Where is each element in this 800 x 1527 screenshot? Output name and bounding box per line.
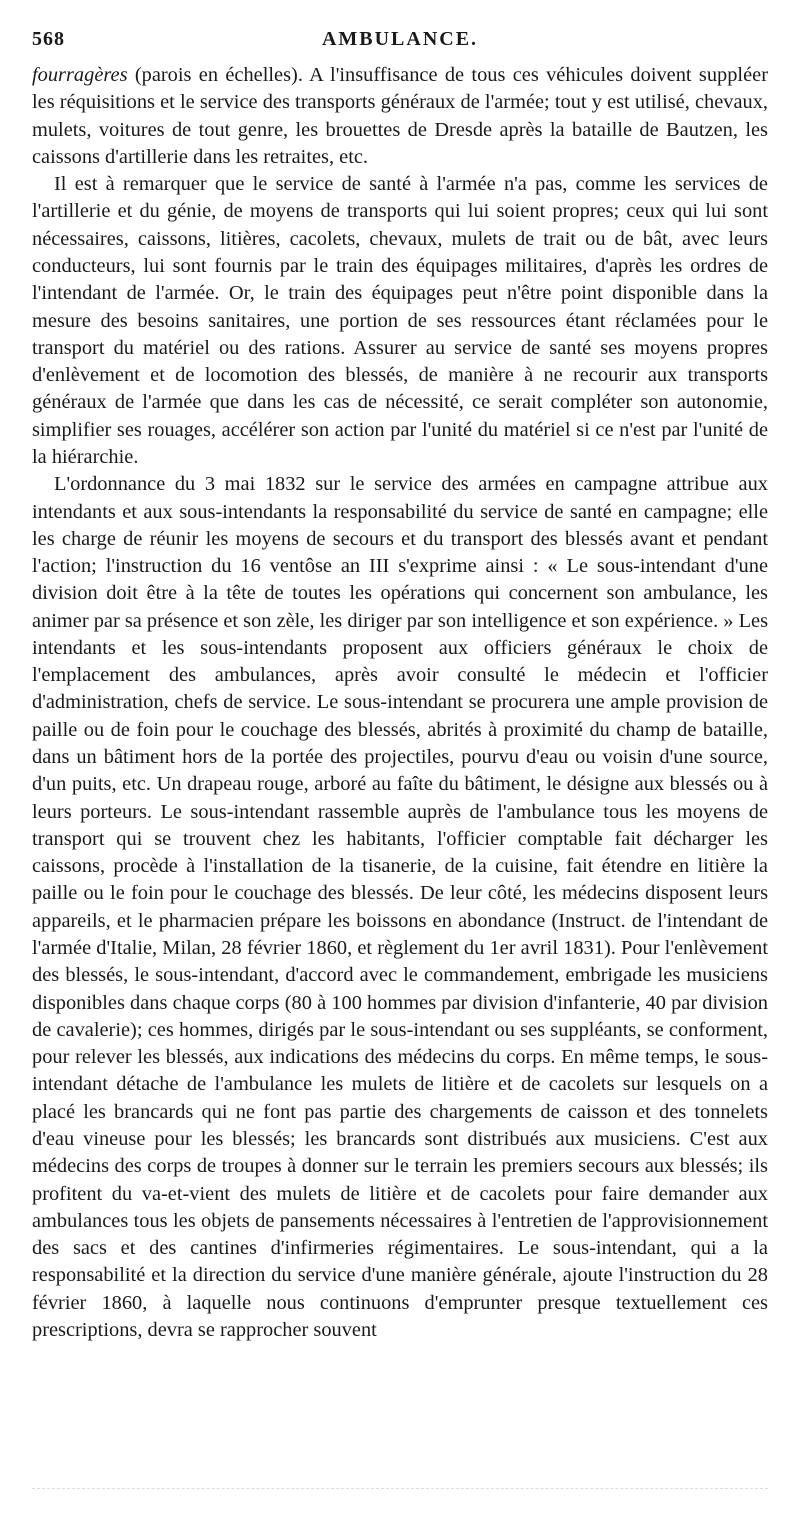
page-number: 568 xyxy=(32,28,65,50)
book-page xyxy=(32,28,768,1344)
page-header xyxy=(32,28,768,62)
paragraph-ordonnance-1832: L'ordonnance du 3 mai 1832 sur le service des armées en campagne attribue aux intendants et aux sous-intendants la responsabilité du service de santé en campagne; elle les charge de réunir les moyens de secours et du transport des blessés avant et pendant l'action; l'instruction du 16 ventôse an III s'exprime ainsi : « Le sous-intendant d'une division doit être à la tête de toutes les opérations qui concernent son ambulance, les animer par sa présence et son zèle, les diriger par son intelligence et son expérience. » Les intendants et les sous-intendants proposent aux officiers généraux le choix de l'emplacement des ambulances, après avoir consulté le médecin et l'officier d'administration, chefs de service. Le sous-intendant se procurera une ample provision de paille ou de foin pour le couchage des blessés, abrités à proximité du champ de bataille, dans un bâtiment hors de la portée des projectiles, pourvu d'eau ou voisin d'une source, d'un puits, etc. Un drapeau rouge, arboré au faîte du bâtiment, le désigne aux blessés ou à leurs porteurs. Le sous-intendant rassemble auprès de l'ambulance tous les moyens de transport qui se trouvent chez les habitants, l'officier comptable fait décharger les caissons, procède à l'installation de la tisanerie, de la cuisine, fait étendre en litière la paille ou le foin pour le couchage des blessés. De leur côté, les médecins disposent leurs appareils, et le pharmacien prépare les boissons en abondance (Instruct. de l'intendant de l'armée d'Italie, Milan, 28 février 1860, et règlement du 1er avril 1831). Pour l'enlèvement des blessés, le sous-intendant, d'accord avec le commandement, embrigade les musiciens disponibles dans chaque corps (80 à 100 hommes par division d'infanterie, 40 par division de cavalerie); ces hommes, dirigés par le sous-intendant ou ses suppléants, se conforment, pour relever les blessés, aux indications des médecins du corps. En même temps, le sous-intendant détache de l'ambulance les mulets de litière et de cacolets sur lesquels on a placé les brancards qui ne font pas partie des chargements de caisson et des tonnelets d'eau vineuse pour les blessés; les brancards sont distribués aux musiciens. C'est aux médecins des corps de troupes à donner sur le terrain les premiers secours aux blessés; ils profitent du va-et-vient des mulets de litière et de cacolets pour faire demander aux ambulances tous les objets de pansements nécessaires à l'entretien de l'approvisionnement des sacs et des cantines d'infirmeries régimentaires. Le sous-intendant, qui a la responsabilité et la direction du service d'une manière générale, ajoute l'instruction du 28 février 1860, à laquelle nous continuons d'emprunter presque textuellement ces prescriptions, devra se rapprocher souvent xyxy=(32,473,769,1341)
paragraph-transport-service: Il est à remarquer que le service de santé à l'armée n'a pas, comme les services de l'artillerie et du génie, de moyens de transports qui lui soient propres; ceux qui lui sont nécessaires, caissons, litières, cacolets, chevaux, mulets de trait ou de bât, avec leurs conducteurs, lui sont fournis par le train des équipages militaires, d'après les ordres de l'intendant de l'armée. Or, le train des équipages peut n'être point disponible dans la mesure des besoins sanitaires, une portion de ses ressources étant réclamées pour le transport du matériel ou des rations. Assurer au service de santé ses moyens propres d'enlèvement et de locomotion des blessés, de manière à ne recourir aux transports généraux de l'armée que dans les cas de nécessité, ce serait compléter son autonomie, simplifier ses rouages, accélérer son action par l'unité du matériel si ce n'est par l'unité de la hiérarchie. xyxy=(32,173,768,468)
paragraph-continuation xyxy=(32,62,768,171)
page-body xyxy=(32,62,768,1344)
italic-lead-word: fourragères xyxy=(32,64,128,86)
scan-smudge-divider xyxy=(32,1488,768,1495)
paragraph-text: (parois en échelles). A l'insuffisance de tous ces véhicules doivent suppléer les réquisitions et le service des transports généraux de l'armée; tout y est utilisé, chevaux, mulets, voitures de tout genre, les brouettes de Dresde après la bataille de Bautzen, les caissons d'artillerie dans les retraites, etc. xyxy=(32,64,768,168)
running-title: AMBULANCE. xyxy=(321,28,479,50)
